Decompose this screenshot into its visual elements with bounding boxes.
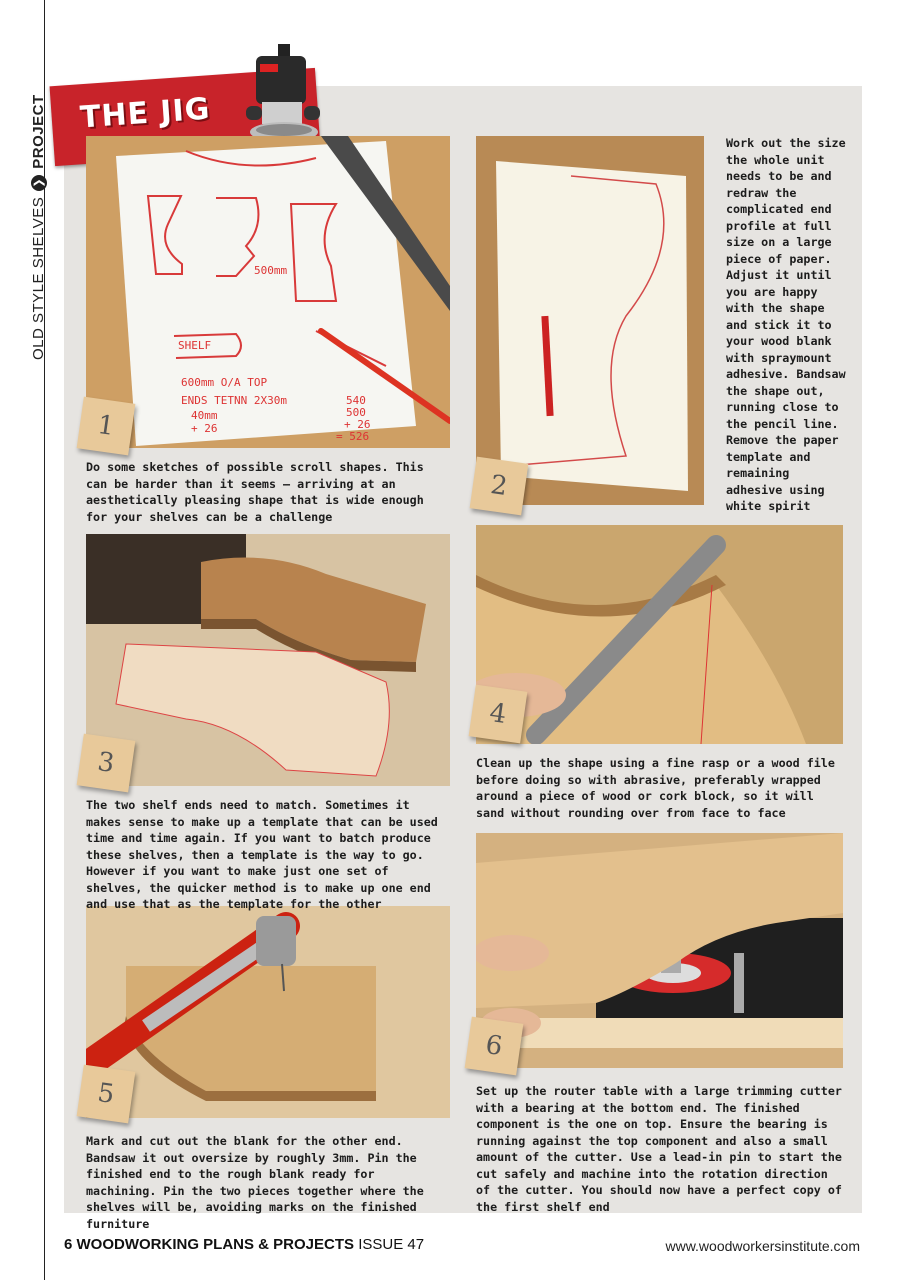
step-2-photo <box>476 136 704 505</box>
step-3-caption: The two shelf ends need to match. Sometimes it makes sense to make up a template that can be used time and time again. If you want to batch produce these shelves, then a template is the way to go. However if you want to make just one set of shelves, the quicker method is to make up one end and use that as the template for the other <box>86 798 438 911</box>
step-5-photo <box>86 906 450 1118</box>
section-kind: PROJECT <box>30 94 47 169</box>
step-4-caption: Clean up the shape using a fine rasp or a wood file before doing so with abrasive, preferably wrapped around a piece of wood or cork block, so it will sand without rounding over from face to face <box>476 756 835 820</box>
step-5-number-badge: 5 <box>77 1065 136 1124</box>
website-link[interactable]: www.woodworkersinstitute.com <box>665 1238 860 1254</box>
sketch-shelf: SHELF <box>178 339 212 352</box>
page-number: 6 <box>64 1236 73 1253</box>
banner-title: THE JIG <box>78 91 212 136</box>
step-5-caption: Mark and cut out the blank for the other end. Bandsaw it out oversize by roughly 3mm. Pin the finished end to the rough blank ready for machining. Pin the two pieces together where the shelves will be, avoiding marks on the finished furniture <box>86 1134 424 1231</box>
sketch-dim: 500mm <box>254 264 288 277</box>
chevron-right-icon: ❯ <box>31 175 47 191</box>
step-6-caption: Set up the router table with a large trimming cutter with a bearing at the bottom end. The finished component is the one on top. Ensure the bearing is running against the top component and also a small amount of the cutter. Use a lead-in pin to start the cut safely and machine into the rotation direction of the cutter. You should now have a perfect copy of the first shelf end <box>476 1084 842 1214</box>
sketch-sum3: + 26 <box>344 418 371 431</box>
step-4-number-badge: 4 <box>469 685 528 744</box>
sketch-line2: ENDS TETNN 2X30m <box>181 394 287 407</box>
sketch-line3: 40mm <box>191 409 218 422</box>
section-title: OLD STYLE SHELVES <box>30 196 47 360</box>
step-6-photo <box>476 833 843 1068</box>
magazine-title: WOODWORKING PLANS & PROJECTS <box>76 1236 355 1253</box>
step-2-number-badge: 2 <box>470 457 529 516</box>
step-3-number-badge: 3 <box>77 734 136 793</box>
step-2-caption: Work out the size the whole unit needs to be and redraw the complicated end profile at full size on a large piece of paper. Adjust it until you are happy with the shape and stick it to your wood blank with spraymount adhesive. Bandsaw the shape out, running close to the pencil line. Remove the paper template and remaining adhesive using white spirit <box>726 136 846 513</box>
sketch-line1: 600mm O/A TOP <box>181 376 268 389</box>
step-3-photo <box>86 534 450 786</box>
step-1-number-badge: 1 <box>77 397 136 456</box>
step-6-number-badge: 6 <box>465 1017 524 1076</box>
sketch-line4: + 26 <box>191 422 218 435</box>
step-1-photo <box>86 136 450 448</box>
sketch-sum4: = 526 <box>336 430 370 443</box>
sketch-sum2: 500 <box>346 406 366 419</box>
footer-masthead <box>64 1236 424 1253</box>
issue-label: ISSUE 47 <box>358 1236 425 1253</box>
section-side-label <box>30 94 47 360</box>
sketch-sum1: 540 <box>346 394 366 407</box>
step-4-photo <box>476 525 843 744</box>
step-1-caption: Do some sketches of possible scroll shapes. This can be harder than it seems – arriving at an aesthetically pleasing shape that is wide enough for your shelves can be a challenge <box>86 460 424 524</box>
